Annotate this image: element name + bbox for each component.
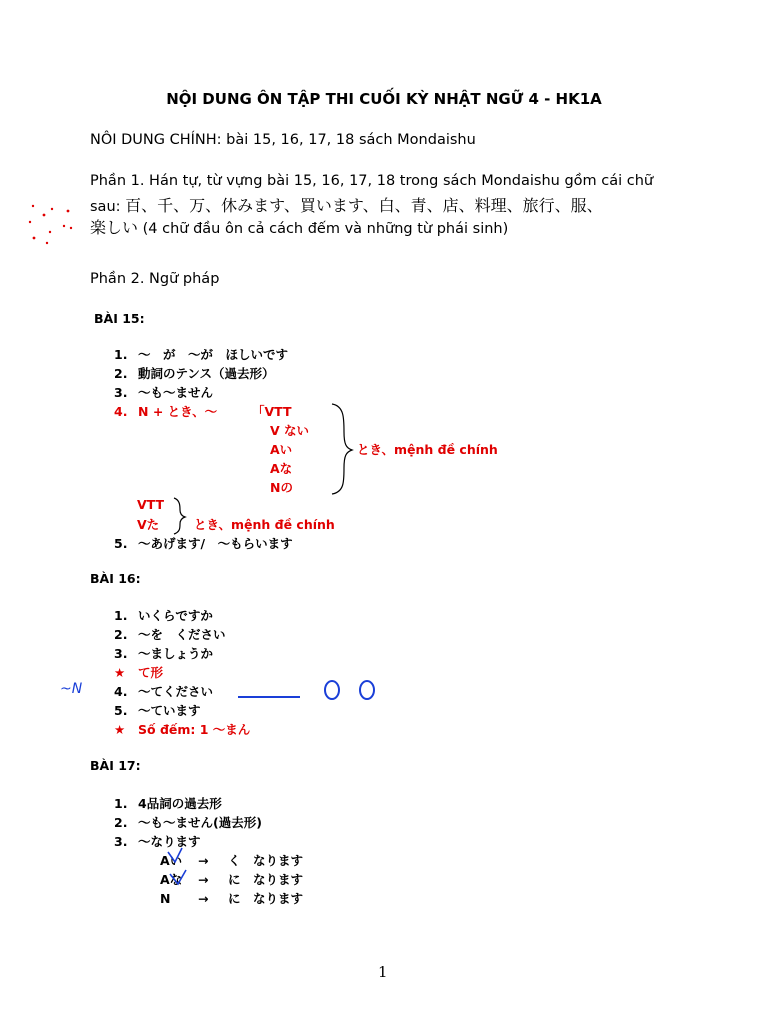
page-number: 1 — [378, 963, 388, 981]
bai16-item-4-num: 4. — [114, 684, 128, 699]
bai15-form-nno: Nの — [270, 480, 293, 495]
bai17-heading: BÀI 17: — [90, 758, 141, 773]
conversion-from: Aい — [160, 853, 183, 868]
bai16-item-1-num: 1. — [114, 608, 128, 623]
page-title: NỘI DUNG ÔN TẬP THI CUỐI KỲ NHẬT NGỮ 4 - HK1A — [166, 90, 602, 108]
bai16-item-5-num: 5. — [114, 703, 128, 718]
handwritten-strike — [170, 870, 186, 884]
handwritten-circle — [360, 681, 374, 699]
bai15-form-vnai: V ない — [270, 423, 310, 438]
part1-line3-rest: (4 chữ đầu ôn cả cách đếm và những từ phái sinh) — [138, 221, 509, 237]
bai17-item-1-num: 1. — [114, 796, 128, 811]
conversion-from: N — [160, 891, 171, 906]
part1-line2-prefix: sau: — [90, 199, 126, 215]
bai15-item-1-num: 1. — [114, 347, 128, 362]
bai17-item-3-text: ～なります — [138, 834, 201, 849]
bai16-star-2-text: Số đếm: 1 ～まん — [138, 722, 251, 737]
conversion-to: く なります — [228, 853, 304, 868]
bai15-brace-note: とき、mệnh đề chính — [357, 442, 498, 457]
red-margin-marks — [29, 205, 72, 244]
bai17-item-2-text: ～も～ません(過去形) — [138, 815, 262, 830]
conversion-to: に なります — [228, 872, 304, 887]
conversion-to: に なります — [228, 891, 304, 906]
arrow-icon: → — [198, 853, 209, 868]
arrow-icon: → — [198, 872, 209, 887]
conversion-from: Aな — [160, 872, 183, 887]
part2-heading: Phần 2. Ngữ pháp — [90, 271, 220, 287]
bai16-item-1-text: いくらですか — [138, 608, 213, 623]
bai17-item-3-num: 3. — [114, 834, 128, 849]
bai15-heading: BÀI 15: — [94, 311, 145, 326]
bai15-form-ana: Aな — [270, 461, 293, 476]
bai15-item-5-text: ～あげます/ ～もらいます — [138, 536, 293, 551]
bai15-form-ai: Aい — [270, 442, 293, 457]
bai15-item-2-text: 動詞のテンス（過去形） — [138, 366, 275, 381]
right-brace-small — [174, 498, 185, 534]
bai16-item-5-text: ～ています — [138, 703, 201, 718]
bai16-heading: BÀI 16: — [90, 571, 141, 586]
bai15-item-3-num: 3. — [114, 385, 128, 400]
right-brace-large — [332, 404, 352, 494]
main-content-line: NÔI DUNG CHÍNH: bài 15, 16, 17, 18 sách Mondaishu — [90, 132, 476, 148]
bai15-item-5-num: 5. — [114, 536, 128, 551]
part1-line2-kanji: 百、千、万、休みます、買います、白、青、店、料理、旅行、服、 — [125, 196, 603, 215]
part1-line1: Phần 1. Hán tự, từ vựng bài 15, 16, 17, 18 trong sách Mondaishu gồm cái chữ — [90, 173, 654, 189]
bai15-item-4-num: 4. — [114, 404, 128, 419]
part1-line3-kanji: 楽しい — [90, 218, 139, 237]
bai15-form-vtt: 「VTT — [252, 404, 292, 419]
bai15-item-1-text: ～ が ～が ほしいです — [138, 347, 289, 362]
bai16-item-4-text: ～てください — [138, 684, 214, 699]
bai17-item-2-num: 2. — [114, 815, 128, 830]
bai15-brace-note2: とき、mệnh đề chính — [194, 517, 335, 532]
star-icon: ★ — [114, 722, 126, 737]
bai16-star-1-text: て形 — [138, 665, 164, 680]
star-icon: ★ — [114, 665, 126, 680]
bai16-item-3-num: 3. — [114, 646, 128, 661]
handwritten-strike — [168, 848, 182, 862]
handwritten-annotation: ~N — [60, 681, 83, 697]
bai15-item-3-text: ～も～ません — [138, 385, 214, 400]
bai17-item-1-text: 4品詞の過去形 — [138, 796, 222, 811]
bai16-item-2-text: ～を ください — [138, 627, 226, 642]
bai16-item-3-text: ～ましょうか — [138, 646, 214, 661]
handwritten-circle — [325, 681, 339, 699]
bai15-form2-vtt: VTT — [137, 497, 165, 512]
bai15-item-2-num: 2. — [114, 366, 128, 381]
bai15-form2-vta: Vた — [137, 517, 160, 532]
bai15-item-4-text: N + とき、～ — [138, 404, 218, 419]
arrow-icon: → — [198, 891, 209, 906]
bai16-item-2-num: 2. — [114, 627, 128, 642]
